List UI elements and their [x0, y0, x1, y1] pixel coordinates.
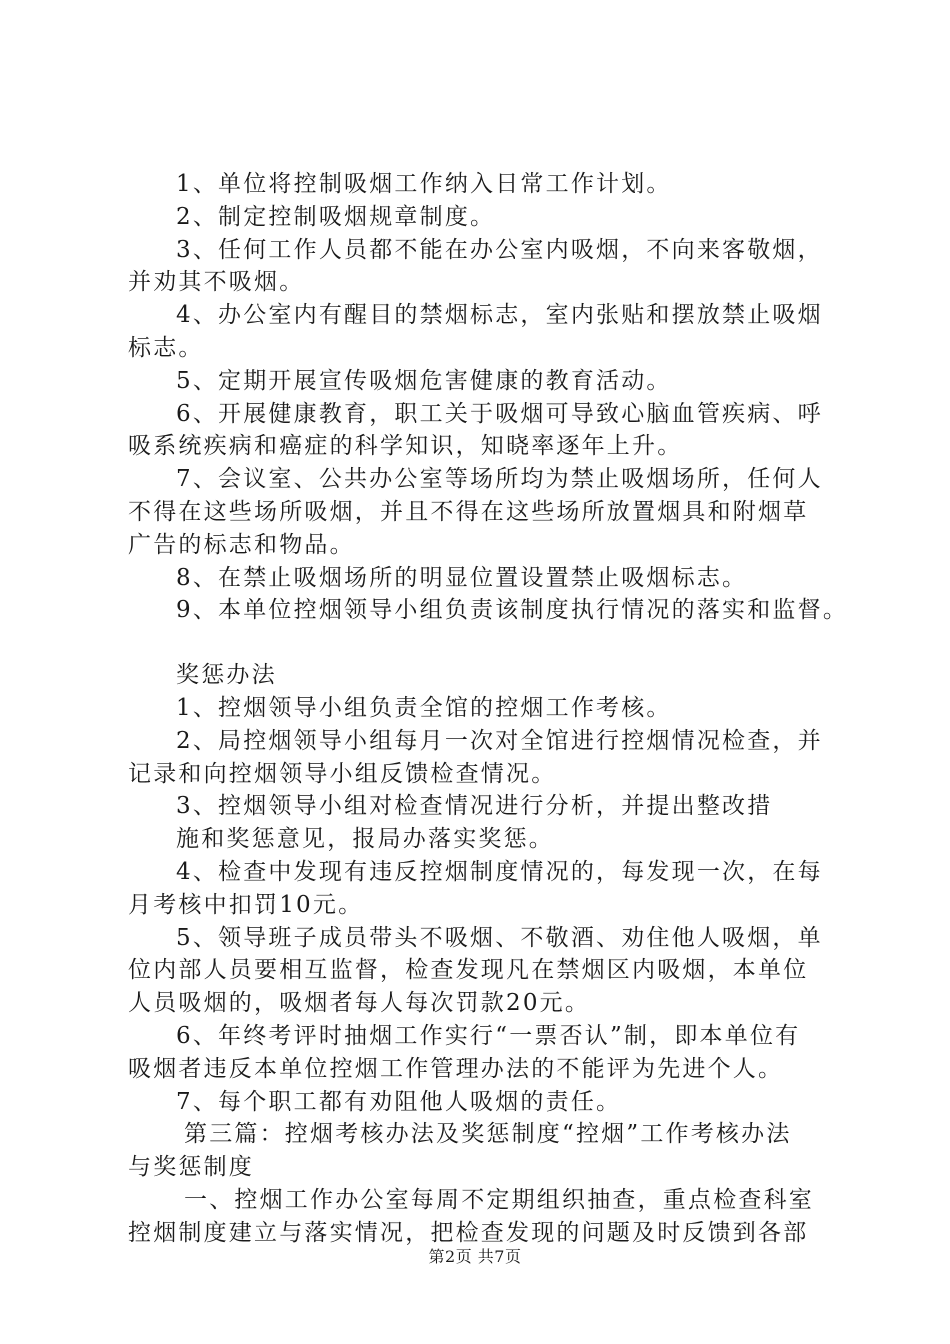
- paragraph-line: 并劝其不吸烟。: [128, 269, 305, 296]
- paragraph-line: 9、本单位控烟领导小组负责该制度执行情况的落实和监督。: [176, 597, 849, 624]
- paragraph-line: 7、每个职工都有劝阻他人吸烟的责任。: [176, 1088, 622, 1115]
- paragraph-line: 1、控烟领导小组负责全馆的控烟工作考核。: [176, 694, 672, 721]
- paragraph-line: 一、控烟工作办公室每周不定期组织抽查，重点检查科室: [184, 1186, 814, 1213]
- section-spacer: [128, 627, 838, 659]
- paragraph-line: 6、年终考评时抽烟工作实行“一票否认”制，即本单位有: [176, 1022, 801, 1049]
- paragraph-line: 人员吸烟的，吸烟者每人每次罚款20元。: [128, 990, 591, 1017]
- section-title: 第三篇：控烟考核办法及奖惩制度“控烟”工作考核办法: [184, 1121, 792, 1148]
- document-body: [128, 168, 849, 1250]
- paragraph-line: 控烟制度建立与落实情况，把检查发现的问题及时反馈到各部: [128, 1219, 809, 1246]
- paragraph-line: 不得在这些场所吸烟，并且不得在这些场所放置烟具和附烟草: [128, 498, 809, 525]
- paragraph-line: 4、检查中发现有违反控烟制度情况的，每发现一次，在每: [176, 858, 823, 885]
- paragraph-line: 3、任何工作人员都不能在办公室内吸烟，不向来客敬烟，: [176, 236, 823, 263]
- paragraph-line: 5、定期开展宣传吸烟危害健康的教育活动。: [176, 367, 672, 394]
- section-title: 与奖惩制度: [128, 1154, 254, 1181]
- paragraph-line: 标志。: [128, 334, 204, 361]
- paragraph-line: 2、局控烟领导小组每月一次对全馆进行控烟情况检查，并: [176, 727, 823, 754]
- paragraph-line: 6、开展健康教育，职工关于吸烟可导致心脑血管疾病、呼: [176, 400, 823, 427]
- page-footer: 第2页 共7页: [428, 1247, 522, 1266]
- paragraph-line: 施和奖惩意见，报局办落实奖惩。: [176, 826, 554, 853]
- paragraph-line: 吸系统疾病和癌症的科学知识，知晓率逐年上升。: [128, 433, 683, 460]
- paragraph-line: 2、制定控制吸烟规章制度。: [176, 203, 496, 230]
- paragraph-line: 5、领导班子成员带头不吸烟、不敬酒、劝住他人吸烟，单: [176, 924, 823, 951]
- paragraph-line: 位内部人员要相互监督，检查发现凡在禁烟区内吸烟，本单位: [128, 957, 809, 984]
- paragraph-line: 吸烟者违反本单位控烟工作管理办法的不能评为先进个人。: [128, 1055, 784, 1082]
- paragraph-line: 月考核中扣罚10元。: [128, 891, 364, 918]
- paragraph-line: 7、会议室、公共办公室等场所均为禁止吸烟场所，任何人: [176, 466, 823, 493]
- paragraph-line: 广告的标志和物品。: [128, 531, 355, 558]
- paragraph-line: 8、在禁止吸烟场所的明显位置设置禁止吸烟标志。: [176, 564, 748, 591]
- paragraph-line: 记录和向控烟领导小组反馈检查情况。: [128, 760, 557, 787]
- paragraph-line: 4、办公室内有醒目的禁烟标志，室内张贴和摆放禁止吸烟: [176, 302, 823, 329]
- section-heading: 奖惩办法: [176, 662, 277, 689]
- paragraph-line: 1、单位将控制吸烟工作纳入日常工作计划。: [176, 171, 672, 197]
- paragraph-line: 3、控烟领导小组对检查情况进行分析，并提出整改措: [176, 793, 773, 820]
